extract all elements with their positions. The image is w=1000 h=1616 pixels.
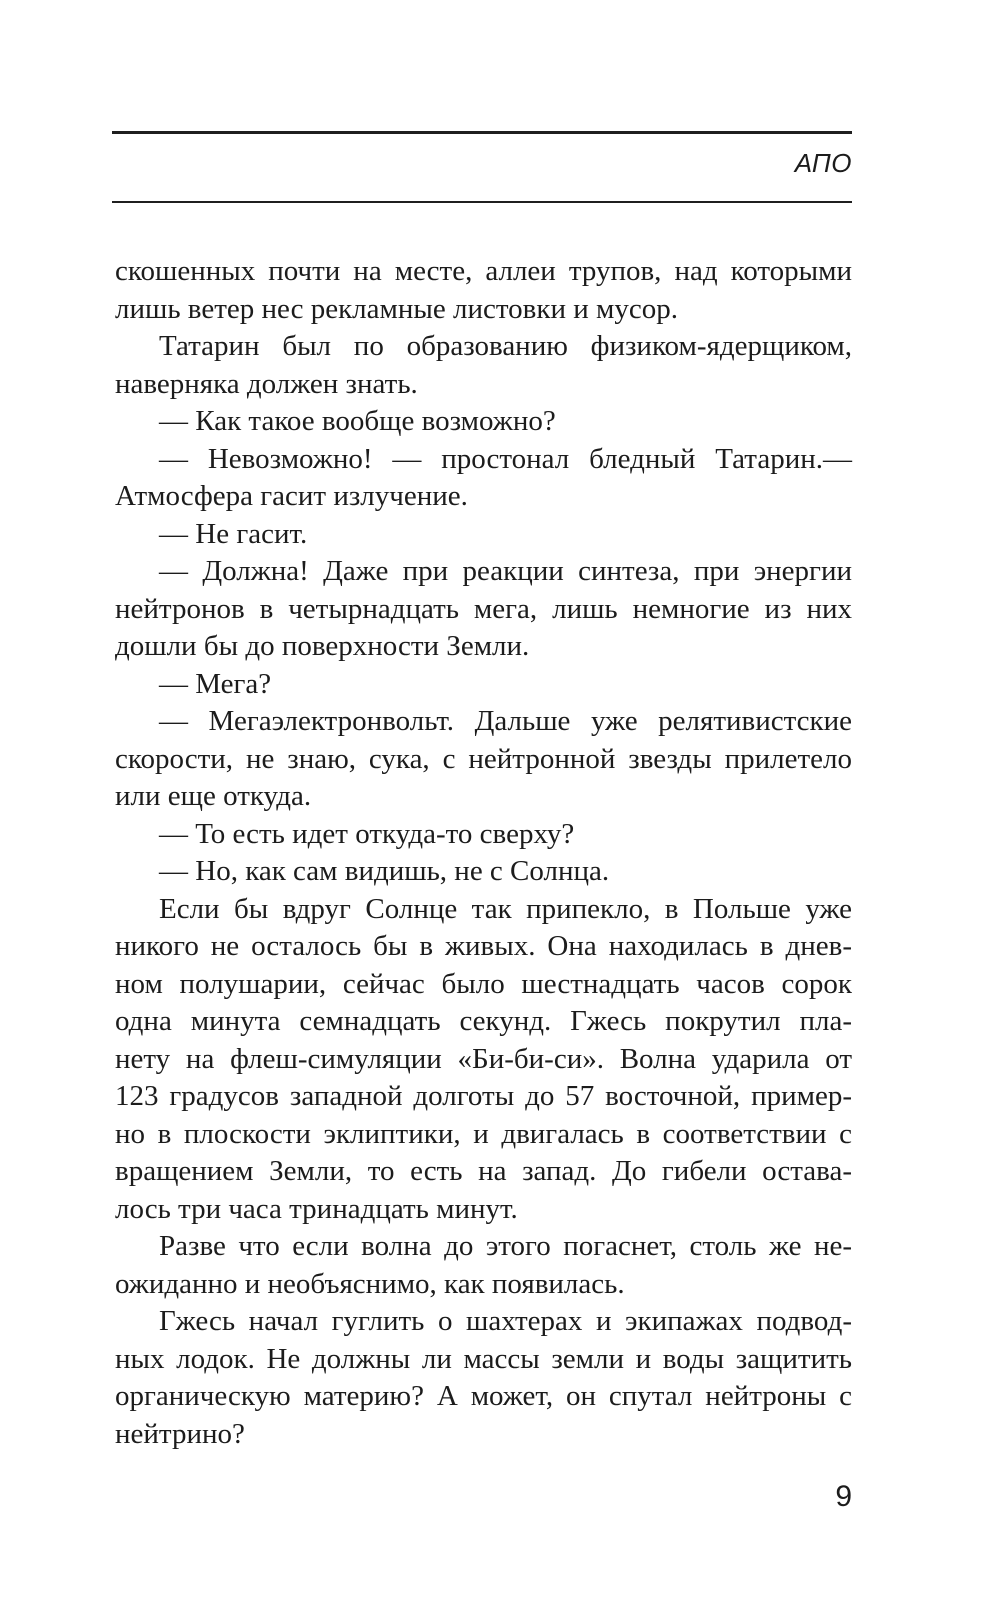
text-line: дошли бы до поверхности Земли. <box>115 630 530 662</box>
text-line: скорости, не знаю, сука, с нейтронной звезды прилетело <box>115 742 852 775</box>
text-line: Атмосфера гасит излучение. <box>115 480 468 512</box>
text-line: или еще откуда. <box>115 780 312 812</box>
text-line: органическую материю? А может, он спутал нейтроны с <box>115 1380 852 1412</box>
page-number: 9 <box>835 1480 852 1513</box>
text-line: лишь ветер нес рекламные листовки и мусор. <box>115 292 678 325</box>
text-line: Гжесь начал гуглить о шахтерах и экипажах подвод- <box>159 1305 852 1337</box>
text-line: ных лодок. Не должны ли массы земли и воды защитить <box>115 1342 852 1375</box>
page-text <box>115 253 852 1453</box>
text-line: — Мегаэлектронвольт. Дальше уже релятивистские <box>159 705 852 737</box>
text-line: вращением Земли, то есть на запад. До гибели остава- <box>115 1155 852 1187</box>
running-title: АПО <box>794 148 852 178</box>
text-line: — Должна! Даже при реакции синтеза, при энергии <box>159 555 852 587</box>
text-line: ожиданно и необъяснимо, как появилась. <box>115 1267 625 1300</box>
text-line: никого не осталось бы в живых. Она находилась в днев- <box>115 930 852 962</box>
text-line: ном полушарии, сейчас было шестнадцать часов сорок <box>115 967 852 1000</box>
header-rule-bottom <box>112 201 852 203</box>
header-rule-top <box>112 131 852 134</box>
text-line: — Невозможно! — простонал бледный Татарин.— <box>159 442 852 475</box>
text-line: Татарин был по образованию физиком-ядерщиком, <box>159 330 852 362</box>
text-line: — Но, как сам видишь, не с Солнца. <box>159 855 610 887</box>
text-line: нету на флеш-симуляции «Би-би-си». Волна ударила от <box>115 1042 852 1075</box>
text-line: 123 градусов западной долготы до 57 восточной, пример- <box>115 1080 852 1112</box>
text-line: но в плоскости эклиптики, и двигалась в соответствии с <box>115 1117 852 1150</box>
text-line: — Мега? <box>159 667 272 700</box>
text-line: — То есть идет откуда-то сверху? <box>159 817 575 850</box>
text-line: скошенных почти на месте, аллеи трупов, над которыми <box>115 255 852 287</box>
text-line: — Не гасит. <box>159 517 308 550</box>
text-line: Разве что если волна до этого погаснет, столь же не- <box>159 1230 852 1262</box>
text-line: нейтрино? <box>115 1417 245 1450</box>
text-line: Если бы вдруг Солнце так припекло, в Польше уже <box>159 892 852 925</box>
text-line: лось три часа тринадцать минут. <box>115 1192 518 1225</box>
text-line: нейтронов в четырнадцать мега, лишь немногие из них <box>115 592 852 625</box>
text-line: — Как такое вообще возможно? <box>159 405 556 437</box>
text-line: одна минута семнадцать секунд. Гжесь покрутил пла- <box>115 1005 852 1037</box>
text-line: наверняка должен знать. <box>115 367 418 400</box>
